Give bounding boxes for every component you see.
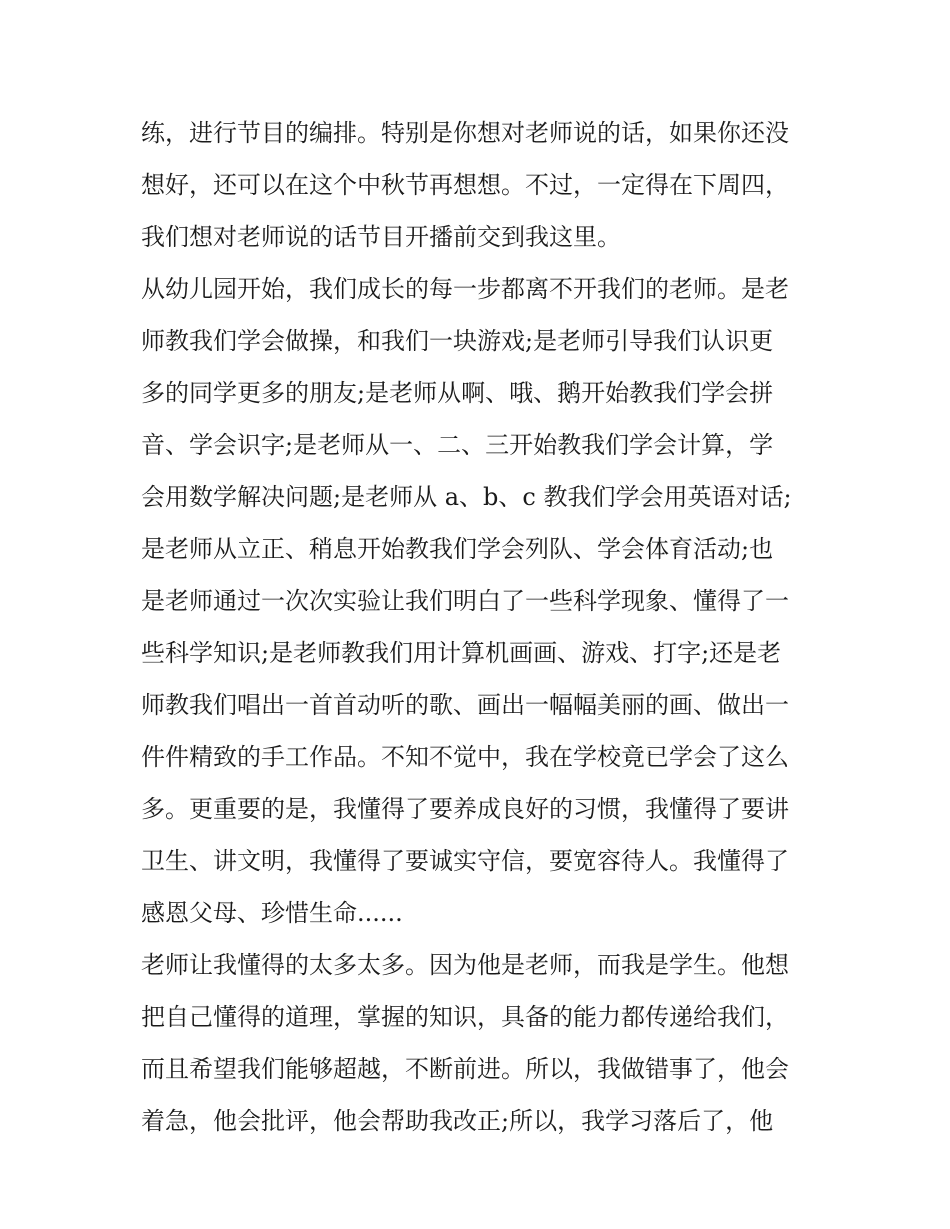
text-line: 些科学知识;是老师教我们用计算机画画、游戏、打字;还是老 [141,639,782,667]
text-line: 师教我们学会做操，和我们一块游戏;是老师引导我们认识更 [141,327,774,355]
text-line: 会用数学解决问题;是老师从 a、b、c 教我们学会用英语对话; [141,483,792,511]
text-line: 把自己懂得的道理，掌握的知识，具备的能力都传递给我们， [141,1003,789,1031]
text-line: 练，进行节目的编排。特别是你想对老师说的话，如果你还没 [141,119,789,147]
text-line: 多的同学更多的朋友;是老师从啊、哦、鹅开始教我们学会拼 [141,379,774,407]
text-line: 老师让我懂得的太多太多。因为他是老师，而我是学生。他想 [141,951,789,979]
text-line: 我们想对老师说的话节目开播前交到我这里。 [141,223,621,251]
text-line: 从幼儿园开始，我们成长的每一步都离不开我们的老师。是老 [141,275,789,303]
text-line: 多。更重要的是，我懂得了要养成良好的习惯，我懂得了要讲 [141,795,789,823]
text-line: 件件精致的手工作品。不知不觉中，我在学校竟已学会了这么 [141,743,789,771]
text-line: 是老师通过一次次实验让我们明白了一些科学现象、懂得了一 [141,587,789,615]
text-line: 音、学会识字;是老师从一、二、三开始教我们学会计算，学 [141,431,774,459]
text-line: 感恩父母、珍惜生命...... [141,899,403,927]
text-line: 着急，他会批评，他会帮助我改正;所以，我学习落后了，他 [141,1107,774,1135]
text-line: 卫生、讲文明，我懂得了要诚实守信，要宽容待人。我懂得了 [141,847,789,875]
text-line: 想好，还可以在这个中秋节再想想。不过，一定得在下周四， [141,171,789,199]
text-line: 而且希望我们能够超越，不断前进。所以，我做错事了，他会 [141,1055,789,1083]
text-line: 师教我们唱出一首首动听的歌、画出一幅幅美丽的画、做出一 [141,691,789,719]
document-body [141,107,821,1147]
text-line: 是老师从立正、稍息开始教我们学会列队、学会体育活动;也 [141,535,774,563]
